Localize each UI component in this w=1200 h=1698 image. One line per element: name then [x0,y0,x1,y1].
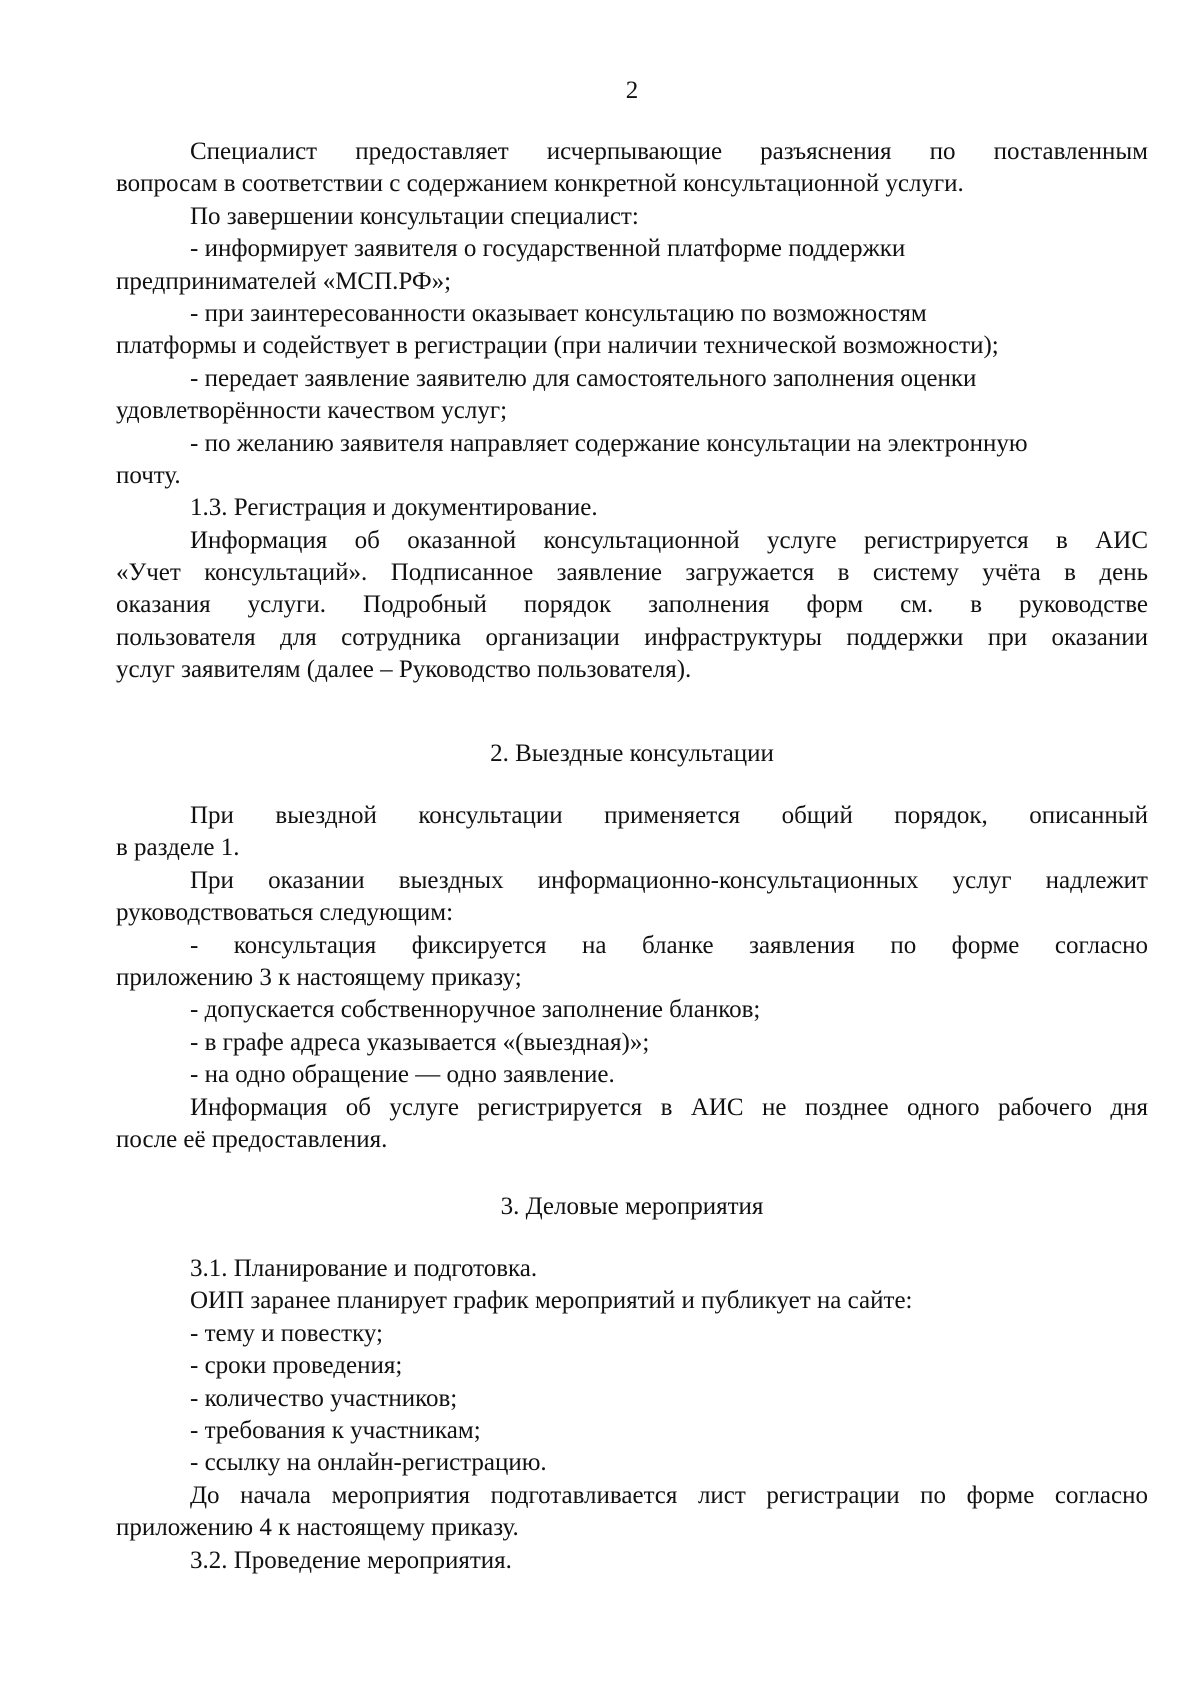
text-line: - при заинтересованности оказывает консультацию по возможностям [190,299,927,327]
text-line: вопросам в соответствии с содержанием конкретной консультационной услуги. [116,170,964,198]
text-line: платформы и содействует в регистрации (при наличии технической возможности); [116,332,999,360]
text-line: При выездной консультации применяется общий порядок, описанный [190,802,1148,829]
section-3-heading: 3. Деловые мероприятия [500,1193,764,1220]
subsection-title: 1.3. Регистрация и документирование. [190,494,598,522]
text-line: - консультация фиксируется на бланке заявления по форме согласно [190,931,1148,959]
list-item: - ссылку на онлайн-регистрацию. [190,1449,547,1477]
text-line: - информирует заявителя о государственной платформе поддержки [190,235,906,263]
text-line: - в графе адреса указывается «(выездная)»; [190,1028,650,1056]
text-line: приложению 3 к настоящему приказу; [116,963,522,991]
text-line: руководствоваться следующим: [116,899,454,927]
subsection-title: 3.1. Планирование и подготовка. [190,1255,538,1282]
text-line: оказания услуги. Подробный порядок заполнения форм см. в руководстве [116,591,1148,619]
list-item: - сроки проведения; [190,1352,403,1380]
text-line: удовлетворённости качеством услуг; [116,397,508,425]
text-line: По завершении консультации специалист: [190,202,639,230]
text-line: Информация об услуге регистрируется в АИС не позднее одного рабочего дня [190,1093,1148,1121]
list-item: - количество участников; [190,1384,458,1412]
subsection-title: 3.2. Проведение мероприятия. [190,1546,512,1574]
section-2-heading: 2. Выездные консультации [490,740,774,767]
text-line: ОИП заранее планирует график мероприятий и публикует на сайте: [190,1287,913,1315]
text-line: после её предоставления. [116,1125,388,1153]
text-line: пользователя для сотрудника организации инфраструктуры поддержки при оказании [116,623,1148,651]
text-line: - допускается собственноручное заполнение бланков; [190,996,761,1024]
page-number: 2 [625,77,639,104]
section-3-body [116,1253,1148,1577]
text-line: Специалист предоставляет исчерпывающие разъяснения по поставленным [190,138,1148,165]
text-line: До начала мероприятия подготавливается лист регистрации по форме согласно [190,1481,1148,1509]
text-line: При оказании выездных информационно-консультационных услуг надлежит [190,866,1148,894]
text-line: Информация об оказанной консультационной услуге регистрируется в АИС [190,526,1148,554]
text-line: в разделе 1. [116,834,240,862]
text-line: предпринимателей «МСП.РФ»; [116,267,452,295]
text-line: - на одно обращение — одно заявление. [190,1061,615,1089]
list-item: - тему и повестку; [190,1319,383,1347]
section-1-continuation [116,136,1148,687]
text-line: услуг заявителям (далее – Руководство пользователя). [116,656,692,684]
text-line: - передает заявление заявителю для самостоятельного заполнения оценки [190,364,977,392]
section-2-body [116,800,1148,1156]
text-line: приложению 4 к настоящему приказу. [116,1514,519,1542]
text-line: почту. [116,461,181,489]
list-item: - требования к участникам; [190,1416,481,1444]
text-line: «Учет консультаций». Подписанное заявление загружается в систему учёта в день [116,559,1148,587]
text-line: - по желанию заявителя направляет содержание консультации на электронную [190,429,1028,457]
